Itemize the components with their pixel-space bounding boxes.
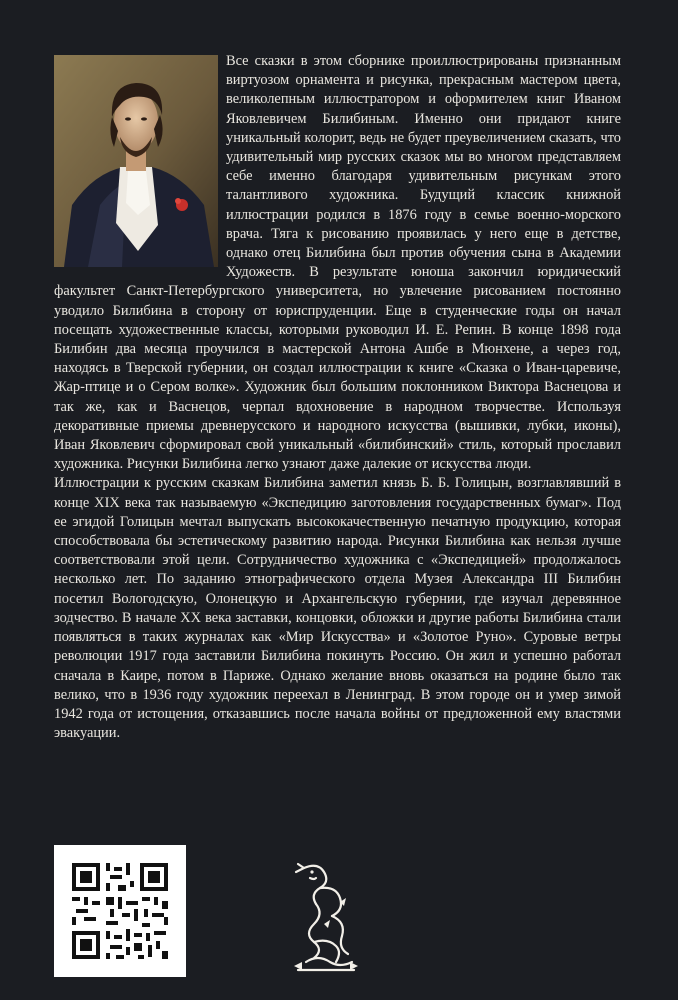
portrait-spacer: [54, 52, 226, 268]
bio-paragraph-2: Иллюстрации к русским сказкам Билибина заметил князь Б. Б. Голицын, возглавлявший в конце XIX века так называемую «Экспедицию заготовления государственных бумаг». Под ее эгидой Голицын мечтал выпускать высококачественную печатную продукцию, которая способствовала бы эстетическому развитию народа. Рисунки Билибина как нельзя лучше соответствовали этой цели. Сотрудничество художника с «Экспедицией» продолжалось несколько лет. По заданию этнографического отдела Музея Александра III Билибин посетил Вологодскую, Олонецкую и Архангельскую губернии, где изучал деревянное зодчество. В начале XX века заставки, концовки, обложки и другие работы Билибина стали появляться в таких журналах как «Мир Искусства» и «Золотое Руно». Суровые ветры революции 1917 года заставили Билибина покинуть Россию. Он жил и успешно работал сначала в Каире, потом в Париже. Однако желание вновь оказаться на родине было так велико, что в 1936 году художник переехал в Ленинград. В этом городе он и умер зимой 1942 года от истощения, отказавшись после начала войны от предложенной ему властями эвакуации.: [54, 475, 621, 742]
qr-code: [54, 845, 186, 977]
publisher-logo-icon: [284, 858, 368, 976]
biography-text: [54, 52, 621, 743]
bio-paragraph-1: Все сказки в этом сборнике проиллюстрированы признанным виртуозом орнамента и рисунка, прекрасным мастером цвета, великолепным иллюстратором и оформителем книг Иваном Яковлевичем Билибиным. Именно они придают книге уникальный колорит, ведь не будет преувеличением сказать, что удивительный мир русских сказок мы во многом представляем себе именно благодаря удивительным рисункам этого талантливого художника. Будущий классик книжной иллюстрации родился в 1876 году в семье военно-морского врача. Тяга к рисованию проявилась у него еще в детстве, однако отец Билибина был против обучения сына в Академии Художеств. В результате юноша закончил юридический факультет Санкт-Петербургского университета, но увлечение рисованием постоянно уводило Билибина в сторону от юриспруденции. Еще в студенческие годы он начал посещать художественные классы, которыми руководил И. Е. Репин. В конце 1898 года Билибин два месяца проучился в мастерской Антона Ашбе в Мюнхене, а через год, находясь в Тверской губернии, он создал иллюстрации к книге «Сказка о Иван-царевиче, Жар-птице и о Сером волке». Художник был большим поклонником Виктора Васнецова и так же, как и Васнецов, черпал вдохновение в народном творчестве. Используя декоративные приемы древнерусского и народного искусства (вышивки, лубки, иконы), Иван Яковлевич сформировал свой уникальный «билибинский» стиль, который прославил художника. Рисунки Билибина легко узнают даже далекие от искусства люди.: [54, 53, 621, 473]
